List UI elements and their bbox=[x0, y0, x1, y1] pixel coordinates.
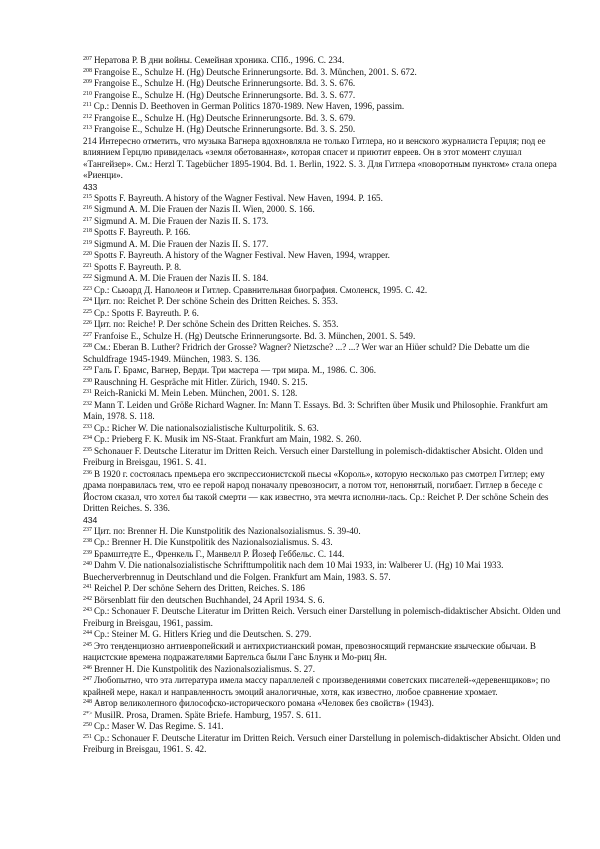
footnote bbox=[83, 698, 566, 710]
footnote-number: 240 bbox=[83, 561, 92, 567]
footnote bbox=[83, 204, 566, 216]
footnote bbox=[83, 434, 566, 446]
footnote bbox=[83, 365, 566, 377]
footnote bbox=[83, 469, 566, 515]
footnote-text: Ср.: Schonauer F. Deutsche Literatur im Dritten Reich. Versuch einer Darstellung in polemisch-didaktischer Absicht. Olden und Freiburg in Breisgau, 1961, passim. bbox=[83, 606, 561, 628]
footnote-text: Любопытно, что эта литература имела массу параллелей с произведениями советских писателей-«деревенщиков»; по крайней мере, накал и направленность эмоций аналогичные, хотя, как известно, любое сравнение хромает. bbox=[83, 675, 550, 697]
footnote bbox=[83, 67, 566, 79]
footnote-text: Reichel P. Der schöne Sehern des Dritten, Reiches. S. 186 bbox=[94, 583, 305, 593]
footnote-text: Frangoise E., Schulze H. (Hg) Deutsche Erinnerungsorte. Bd. 3. S. 676. bbox=[94, 78, 356, 88]
footnote-text: Spotts F. Bayreuth. A history of the Wagner Festival. New Haven, 1994, wrapper. bbox=[94, 250, 390, 260]
footnote-number: 207 bbox=[83, 56, 92, 62]
footnote-text: Это тенденциозно антиевропейский и антихристианский роман, превозносящий германские языческие обычаи. В нацистские времена подражателями Бартельса были Ганс Блунк и Мо-риц Ян. bbox=[83, 640, 536, 662]
footnote bbox=[83, 227, 566, 239]
footnote bbox=[83, 239, 566, 251]
footnote bbox=[83, 446, 566, 469]
footnote-text: Ср.: Steiner M. G. Hitlers Krieg und die Deutschen. S. 279. bbox=[94, 629, 312, 639]
footnote-number: 209 bbox=[83, 79, 92, 85]
footnote-number: 221 bbox=[83, 262, 92, 269]
footnote bbox=[83, 675, 566, 698]
footnote-text: Ср.: Maser W. Das Regime. S. 141. bbox=[94, 721, 224, 731]
footnote-number: 241 bbox=[83, 584, 92, 590]
footnote-number: 243 bbox=[83, 607, 92, 613]
footnote bbox=[83, 136, 566, 182]
footnote-number: 229 bbox=[83, 366, 92, 372]
footnote-text: Spotts F. Bayreuth. A history of the Wagner Festival. New Haven, 1994. P. 165. bbox=[94, 192, 383, 203]
footnote-text: Dahm V. Die nationalsozialistische Schrifttumpolitik nach dem 10 Mai 1933, in: Walberer U. (Hg) 10 Mai 1933. Buecherverbrennug in Deutschland und die Folgen. Frankfurt am Main, 1983. S. 57. bbox=[83, 560, 504, 582]
footnote bbox=[83, 606, 566, 629]
footnote-number: 246 bbox=[83, 664, 92, 671]
footnote-number: 225 bbox=[83, 308, 92, 315]
footnote-text: Schonauer F. Deutsche Literatur im Dritten Reich. Versuch einer Darstellung in polemisch-didaktischer Absicht. Olden und Freiburg in Breisgau, 1961. S. 41. bbox=[83, 445, 543, 467]
footnote bbox=[83, 296, 566, 308]
footnote-text: Цит. по: Brenner H. Die Kunstpolitik des Nazionalsozialismus. S. 39-40. bbox=[94, 525, 361, 536]
footnote-number: 226 bbox=[83, 320, 92, 326]
footnote-text: Frangoise E., Schulze H. (Hg) Deutsche Erinnerungsorte. Bd. 3. S. 250. bbox=[94, 124, 356, 134]
footnote bbox=[83, 308, 566, 320]
footnote-text: 214 Интересно отметить, что музыка Вагнера вдохновляла не только Гитлера, но и венского журналиста Герцля; под ее влиянием Герцлю привиделась «земля обетованная», которая спасет и приютит евреев. Он в этот момент слушал «Тангейзер». См.: Herzl T. Tagebücher 1895-1904. Bd. 1. Berlin, 1922. S. 3. Для Гитлера «поворотным пунктом» стала опера «Риенци». bbox=[83, 135, 557, 180]
footnote-number: 242 bbox=[83, 595, 92, 602]
footnote-text: MusilR. Prosa, Dramen. Späte Briefe. Hamburg, 1957. S. 611. bbox=[94, 709, 322, 720]
footnote-number: 224 bbox=[83, 297, 92, 303]
footnote bbox=[83, 342, 566, 365]
footnote-number: 228 bbox=[83, 343, 92, 349]
footnote-text: Ср.: Prieberg F. K. Musik im NS-Staat. Frankfurt am Main, 1982. S. 260. bbox=[94, 434, 362, 444]
footnote bbox=[83, 400, 566, 423]
footnote-number: 227 bbox=[83, 331, 92, 338]
footnote-text: Brenner H. Die Kunstpolitik des Nazionalsozialismus. S. 27. bbox=[94, 663, 315, 674]
footnote bbox=[83, 262, 566, 274]
footnote-text: Ср.: Richer W. Die nationalsozialistische Kulturpolitik. S. 63. bbox=[94, 422, 319, 433]
footnote bbox=[83, 733, 566, 756]
footnote bbox=[83, 285, 566, 297]
footnote-text: Галь Г. Брамс, Вагнер, Верди. Три мастера — три мира. М., 1986. С. 306. bbox=[94, 365, 377, 375]
footnote-text: Sigmund A. M. Die Frauen der Nazis II. S. 184. bbox=[94, 273, 269, 283]
footnote bbox=[83, 710, 566, 722]
footnote-number: 215 bbox=[83, 193, 92, 200]
footnote-number: 250 bbox=[83, 722, 92, 728]
footnote-text: Цит. по: Reichet P. Der schöne Schein des Dritten Reiches. S. 353. bbox=[94, 296, 338, 306]
footnote-text: Ср.: Dennis D. Beethoven in German Politics 1870-1989. New Haven, 1996, passim. bbox=[93, 101, 405, 111]
footnote-number: 222 bbox=[83, 274, 92, 280]
footnote-text: Franfoise E., Schulze H. (Hg) Deutsche Erinnerungsorte. Bd. 3. München, 2001. S. 549. bbox=[94, 330, 416, 341]
footnote bbox=[83, 560, 566, 583]
footnote-text: Frangoise E., Schulze H. (Hg) Deutsche Erinnerungsorte. Bd. 3. S. 677. bbox=[94, 89, 356, 100]
footnote bbox=[83, 319, 566, 331]
footnote bbox=[83, 193, 566, 205]
footnote-text: Reich-Ranicki M. Mein Leben. München, 2001. S. 128. bbox=[94, 388, 298, 398]
footnote-text: Sigmund A. M. Die Frauen der Nazis II. S. 177. bbox=[94, 238, 269, 249]
footnote-text: Mann T. Leiden und Größe Richard Wagner. In: Mann T. Essays. Bd. 3: Schriften über Musik und Philosophie. Frankfurt am Main, 1978. S. 118. bbox=[83, 399, 548, 421]
footnote bbox=[83, 90, 566, 102]
footnote-number: 237 bbox=[83, 526, 92, 533]
footnote bbox=[83, 629, 566, 641]
footnote-number: 213 bbox=[83, 125, 92, 131]
footnote-text: Ср.: Schonauer F. Deutsche Literatur im Dritten Reich. Versuch einer Darstellung in polemisch-didaktischer Absicht. Olden und Freiburg in Breisgau, 1961. S. 42. bbox=[83, 732, 561, 754]
footnote-number: 223 bbox=[83, 285, 92, 292]
footnote-number: 235 bbox=[83, 446, 92, 453]
footnote-number: 234 bbox=[83, 435, 92, 441]
footnote-text: Нератова Р. В дни войны. Семейная хроника. СПб., 1996. С. 234. bbox=[94, 55, 345, 65]
footnote-text: Spotts F. Bayreuth. P. 166. bbox=[94, 227, 191, 237]
footnote bbox=[83, 721, 566, 733]
footnote-number: 210 bbox=[83, 90, 92, 97]
footnote bbox=[83, 377, 566, 389]
footnote-text: Брамштедте Е., Френкель Г., Манвелл Р. Йозеф Геббельс. С. 144. bbox=[94, 548, 345, 559]
footnote-number: 211 bbox=[83, 102, 92, 108]
footnote-text: Frangoise E., Schulze H. (Hg) Deutsche Erinnerungsorte. Bd. 3. S. 679. bbox=[94, 112, 356, 123]
footnote-text: Ср.: Сьюард Д. Наполеон и Гитлер. Сравнительная биография. Смоленск, 1995. С. 42. bbox=[94, 284, 428, 295]
footnote-number: 238 bbox=[83, 538, 92, 544]
footnote bbox=[83, 664, 566, 676]
footnote bbox=[83, 216, 566, 228]
footnote-text: Автор великолепного философско-исторического романа «Человек без свойств» (1943). bbox=[94, 698, 434, 708]
footnote bbox=[83, 273, 566, 285]
footnote-number: 220 bbox=[83, 251, 92, 257]
footnote-number: 216 bbox=[83, 205, 92, 211]
footnote bbox=[83, 641, 566, 664]
footnote bbox=[83, 583, 566, 595]
footnote bbox=[83, 55, 566, 67]
footnote bbox=[83, 124, 566, 136]
footnote bbox=[83, 537, 566, 549]
footnote-text: Ср.: Spotts F. Bayreuth. P. 6. bbox=[94, 307, 199, 318]
footnote-text: В 1920 г. состоялась премьера его экспрессионистской пьесы «Король», которую несколько раз смотрел Гитлер; ему драма понравилась тем, что ее герой народ поначалу превозносит, а потом тот, непонятый, погибает. Гитлер в беседе с Йостом сказал, что хотел бы такой смерти — как известно, эта мечта исполни-лась. Ср.: Reichet P. Der schöne Schein des Dritten Reiches. S. 336. bbox=[83, 468, 549, 513]
footnote-text: Ср.: Brenner H. Die Kunstpolitik des Nazionalsozialismus. S. 43. bbox=[94, 537, 333, 547]
footnote-number: 217 bbox=[83, 216, 92, 223]
footnote bbox=[83, 101, 566, 113]
footnote-text: Frangoise E., Schulze H. (Hg) Deutsche Erinnerungsorte. Bd. 3. München, 2001. S. 672. bbox=[94, 66, 417, 77]
page-number: 434 bbox=[83, 514, 98, 525]
footnote-text: Börsenblatt für den deutschen Buchhandel, 24 April 1934. S. 6. bbox=[94, 594, 325, 605]
footnote bbox=[83, 526, 566, 538]
footnote-number: 247 bbox=[83, 676, 92, 682]
footnote-number: 236 bbox=[83, 469, 92, 476]
footnote-number: 251 bbox=[83, 733, 92, 740]
footnote-number: 208 bbox=[83, 67, 92, 74]
footnote bbox=[83, 595, 566, 607]
footnote bbox=[83, 78, 566, 90]
footnote bbox=[83, 250, 566, 262]
footnote-number: 2*> bbox=[83, 710, 93, 717]
footnote-number: 248 bbox=[83, 699, 92, 705]
footnote-text: Spotts F. Bayreuth. P. 8. bbox=[94, 261, 182, 272]
footnote bbox=[83, 331, 566, 343]
footnote-text: Цит. по: Reiche! P. Der schöne Schein des Dritten Reiches. S. 353. bbox=[94, 319, 339, 329]
footnote-number: 244 bbox=[83, 630, 92, 636]
footnote bbox=[83, 388, 566, 400]
footnote-number: 218 bbox=[83, 228, 92, 234]
page-number: 433 bbox=[83, 181, 98, 192]
footnote-text: Rauschning H. Gespräche mit Hitler. Zürich, 1940. S. 215. bbox=[94, 376, 308, 387]
footnote-number: 230 bbox=[83, 377, 92, 384]
footnote-text: См.: Eberan B. Luther? Fridrich der Grosse? Wagner? Nietzsche? ...? ...? Wer war an Hiüer schuld? Die Debatte um die Schuldfrage 1945-1949. München, 1983. S. 136. bbox=[83, 342, 530, 364]
footnote-number: 231 bbox=[83, 389, 92, 395]
footnote-number: 212 bbox=[83, 113, 92, 120]
footnote-number: 245 bbox=[83, 641, 92, 648]
footnote-number: 219 bbox=[83, 239, 92, 246]
footnote bbox=[83, 549, 566, 561]
footnote-text: Sigmund A. M. Die Frauen der Nazis II. Wien, 2000. S. 166. bbox=[94, 204, 315, 214]
footnote-number: 233 bbox=[83, 423, 92, 430]
footnote-number: 232 bbox=[83, 400, 92, 407]
footnote-text: Sigmund A. M. Die Frauen der Nazis II. S. 173. bbox=[94, 215, 269, 226]
footnote bbox=[83, 113, 566, 125]
footnote bbox=[83, 423, 566, 435]
footnote-number: 239 bbox=[83, 549, 92, 556]
